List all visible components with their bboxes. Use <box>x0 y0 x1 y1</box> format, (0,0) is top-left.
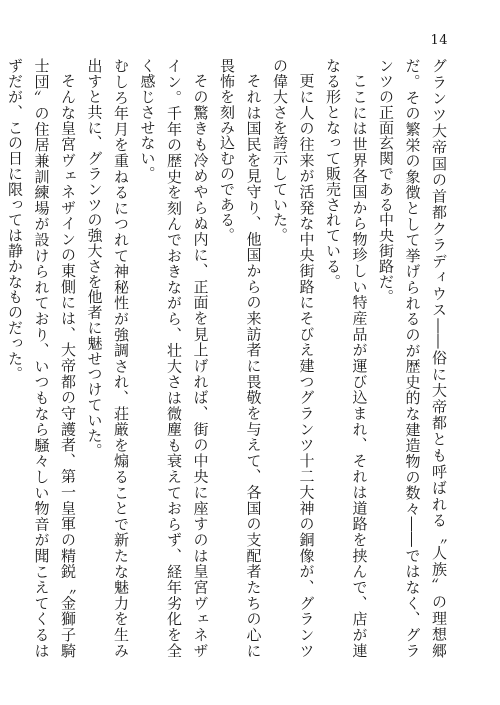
paragraph: それは国民を見守り、他国からの来訪者に畏敬を与えて、各国の支配者たちの心に畏怖を刻み込むのである。 <box>218 58 263 658</box>
body-text <box>6 58 452 658</box>
paragraph: そんな皇宮ヴェネザインの東側には、大帝都の守護者、第一皇軍の精鋭〝金獅子騎士団〟の住居兼訓練場が設けられており、いつもなら騒々しい物音が聞こえてくるはずだが、この日に限っては静かなものだった。 <box>6 58 77 658</box>
paragraph: その驚きも冷めやらぬ内に、正面を見上げれば、街の中央に座すのは皇宮ヴェネザイン。千年の歴史を刻んでおきながら、壮大さは微塵も衰えておらず、経年劣化を全く感じさせない。 <box>138 58 210 658</box>
paragraph: 更に人の往来が活発な中央街路にそびえ建つグランツ十二大神の銅像が、グランツの偉大さを誇示していた。 <box>271 58 316 658</box>
paragraph: ここには世界各国から物珍しい特産品が運び込まれ、それは道路を挟んで、店が連なる形となって販売されている。 <box>324 58 369 658</box>
paragraph: グランツ大帝国の首都クラディウス――俗に大帝都とも呼ばれる〝人族〟の理想郷だ。その繁栄の象徴として挙げられるのが歴史的な建造物の数々――ではなく、グランツの正面玄関である中央街路だ。 <box>377 58 448 658</box>
page-number: 14 <box>430 33 448 48</box>
paragraph: むしろ年月を重ねるにつれて神秘性が強調され、荘厳を煽ることで新たな魅力を生み出すと共に、グランツの強大さを他者に魅せつけていた。 <box>85 58 130 658</box>
